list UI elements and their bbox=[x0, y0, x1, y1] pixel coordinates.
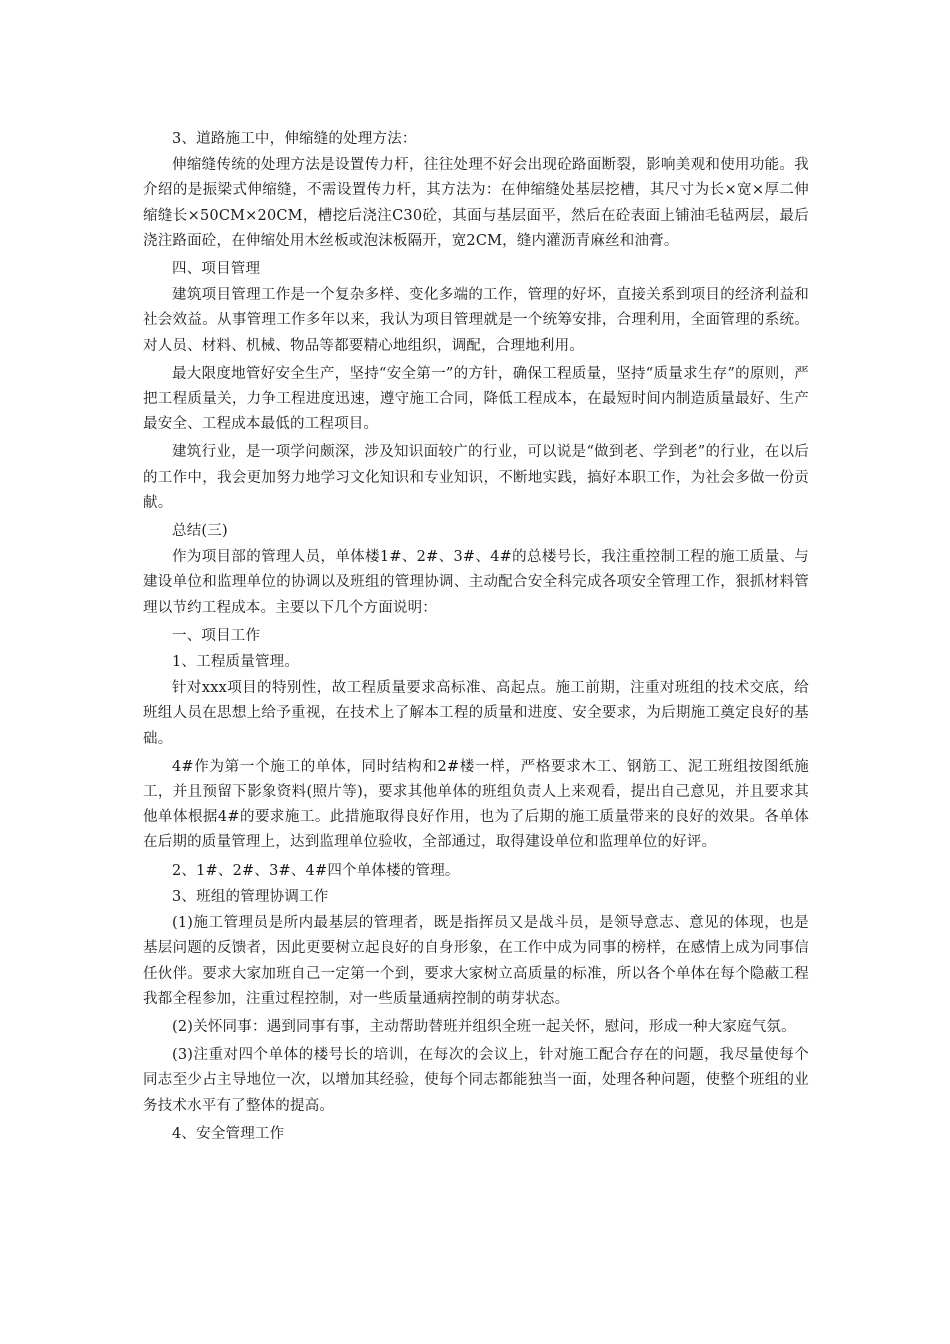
body-paragraph: 最大限度地管好安全生产，坚持“安全第一”的方针，确保工程质量，坚持“质量求生存”的原则，严把工程质量关，力争工程进度迅速，遵守施工合同，降低工程成本，在最短时间内制造质量最好、生产最安全、工程成本最低的工程项目。 bbox=[143, 365, 809, 433]
document-body bbox=[143, 127, 809, 1148]
body-paragraph: 针对xxx项目的特别性，故工程质量要求高标准、高起点。施工前期，注重对班组的技术交底，给班组人员在思想上给予重视，在技术上了解本工程的质量和进度、安全要求，为后期施工奠定良好的基础。 bbox=[143, 680, 809, 747]
body-paragraph: 作为项目部的管理人员，单体楼1#、2#、3#、4#的总楼号长，我注重控制工程的施工质量、与建设单位和监理单位的协调以及班组的管理协调、主动配合安全科完成各项安全管理工作，狠抓材料管理以节约工程成本。主要以下几个方面说明： bbox=[143, 549, 809, 616]
body-paragraph: 建筑项目管理工作是一个复杂多样、变化多端的工作，管理的好坏，直接关系到项目的经济利益和社会效益。从事管理工作多年以来，我认为项目管理就是一个统筹安排，合理利用，全面管理的系统。对人员、材料、机械、物品等都要精心地组织，调配，合理地利用。 bbox=[143, 287, 809, 354]
section-heading: 一、项目工作 bbox=[172, 627, 261, 644]
subsection-heading: 4、安全管理工作 bbox=[172, 1125, 285, 1142]
body-paragraph: (2)关怀同事：遇到同事有事，主动帮助替班并组织全班一起关怀，慰问，形成一种大家庭气氛。 bbox=[172, 1018, 796, 1035]
summary-heading: 总结(三) bbox=[172, 523, 228, 540]
body-paragraph: 伸缩缝传统的处理方法是设置传力杆，往往处理不好会出现砼路面断裂，影响美观和使用功能。我介绍的是振梁式伸缩缝，不需设置传力杆，其方法为：在伸缩缝处基层挖槽，其尺寸为长×宽×厚二伸缩缝长×50CM×20CM，槽挖后浇注C30砼，其面与基层面平，然后在砼表面上铺油毛毡两层，最后浇注路面砼，在伸缩处用木丝板或泡沫板隔开，宽2CM，缝内灌沥青麻丝和油膏。 bbox=[143, 157, 809, 249]
subsection-heading: 2、1#、2#、3#、4#四个单体楼的管理。 bbox=[172, 862, 460, 879]
subsection-heading: 3、道路施工中，伸缩缝的处理方法： bbox=[172, 131, 417, 147]
body-paragraph: 4#作为第一个施工的单体，同时结构和2#楼一样，严格要求木工、钢筋工、泥工班组按图纸施工，并且预留下影象资料(照片等)，要求其他单体的班组负责人上来观看，提出自己意见，并且要求其他单体根据4#的要求施工。此措施取得良好作用，也为了后期的施工质量带来的良好的效果。各单体在后期的质量管理上，达到监理单位验收，全部通过，取得建设单位和监理单位的好评。 bbox=[143, 758, 809, 851]
section-heading: 四、项目管理 bbox=[172, 261, 261, 278]
body-paragraph: (3)注重对四个单体的楼号长的培训，在每次的会议上，针对施工配合存在的问题，我尽量使每个同志至少占主导地位一次，以增加其经验，使每个同志都能独当一面，处理各种问题，使整个班组的业务技术水平有了整体的提高。 bbox=[143, 1047, 809, 1114]
subsection-heading: 1、工程质量管理。 bbox=[172, 654, 300, 671]
subsection-heading: 3、班组的管理协调工作 bbox=[172, 888, 329, 905]
body-paragraph: (1)施工管理员是所内最基层的管理者，既是指挥员又是战斗员，是领导意志、意见的体现，也是基层问题的反馈者，因此更要树立起良好的自身形象，在工作中成为同事的榜样，在感情上成为同事信任伙伴。要求大家加班自己一定第一个到，要求大家树立高质量的标准，所以各个单体在每个隐蔽工程我都全程参加，注重过程控制，对一些质量通病控制的萌芽状态。 bbox=[143, 915, 809, 1007]
body-paragraph: 建筑行业，是一项学问颇深，涉及知识面较广的行业，可以说是“做到老、学到老”的行业，在以后的工作中，我会更加努力地学习文化知识和专业知识，不断地实践，搞好本职工作，为社会多做一份贡献。 bbox=[143, 444, 809, 511]
